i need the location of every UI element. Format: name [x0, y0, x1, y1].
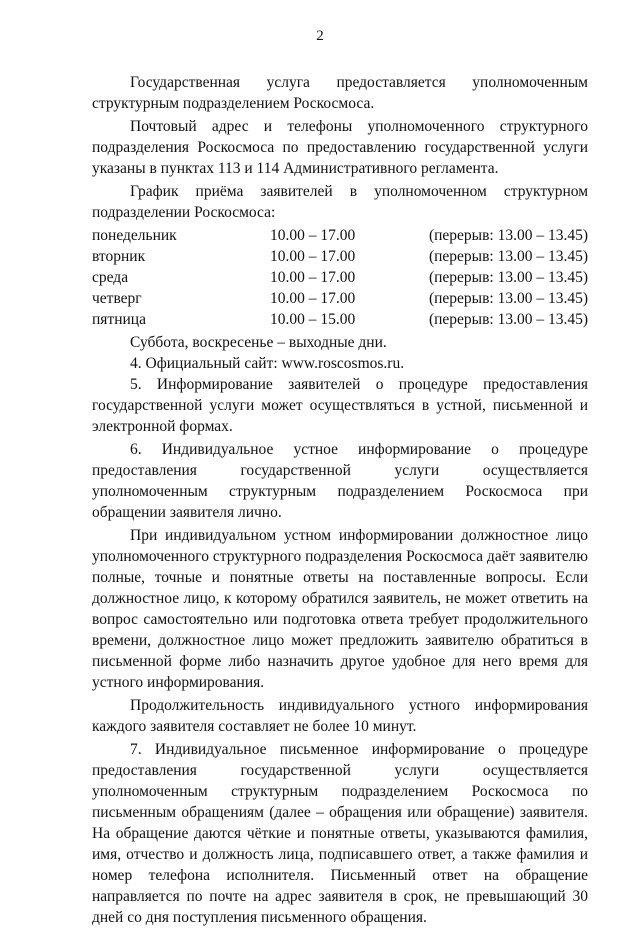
schedule-hours: 10.00 – 17.00 — [270, 227, 356, 244]
page-number: 2 — [316, 28, 324, 44]
paragraph-days-off: Суббота, воскресенье – выходные дни. — [130, 334, 387, 351]
paragraph-written-informing: 7. Индивидуальное письменное информирование о процедуре предоставления государственной услуги осуществляется уполномоченным структурным подразделением Роскосмоса по письменным обращениям (далее – обращения или обращение) заявителя. На обращение даются чёткие и понятные ответы, указываются фамилия, имя, отчество и должность лица, подписавшего ответ, а также фамилия и номер телефона исполнителя. Письменный ответ на обращение направляется по почте на адрес заявителя в срок, не превышающий 30 дней со дня поступления письменного обращения. — [92, 741, 588, 926]
schedule-hours: 10.00 – 15.00 — [270, 311, 356, 328]
schedule-day: среда — [92, 269, 129, 286]
schedule-row — [92, 246, 588, 267]
reception-schedule — [92, 225, 588, 330]
schedule-row — [92, 309, 588, 330]
schedule-hours: 10.00 – 17.00 — [270, 290, 356, 307]
paragraph-postal-address: Почтовый адрес и телефоны уполномоченного структурного подразделения Роскосмоса по предоставлению государственной услуги указаны в пунктах 113 и 114 Административного регламента. — [92, 118, 588, 177]
paragraph-informing-forms: 5. Информирование заявителей о процедуре предоставления государственной услуги может осуществляться в устной, письменной и электронной формах. — [92, 376, 588, 435]
schedule-day: вторник — [92, 248, 146, 265]
paragraph-oral-informing: 6. Индивидуальное устное информирование о процедуре предоставления государственной услуги осуществляется уполномоченным структурным подразделением Роскосмоса при обращении заявителя лично. — [92, 441, 588, 521]
paragraph-oral-details: При индивидуальном устном информировании должностное лицо уполномоченного структурного подразделения Роскосмоса даёт заявителю полные, точные и понятные ответы на поставленные вопросы. Если должностное лицо, к которому обратился заявитель, не может ответить на вопрос самостоятельно или подготовка ответа требует продолжительного времени, должностное лицо может предложить заявителю обратиться в письменной форме либо назначить другое удобное для него время для устного информирования. — [92, 527, 588, 691]
paragraph-service-provider: Государственная услуга предоставляется уполномоченным структурным подразделением Роскосмоса. — [92, 74, 588, 112]
paragraph-schedule-intro: График приёма заявителей в уполномоченном структурном подразделении Роскосмоса: — [92, 183, 588, 221]
schedule-hours: 10.00 – 17.00 — [270, 248, 356, 265]
paragraph-official-site: 4. Официальный сайт: www.roscosmos.ru. — [130, 355, 405, 372]
schedule-break: (перерыв: 13.00 – 13.45) — [428, 311, 588, 328]
schedule-day: четверг — [92, 290, 142, 307]
schedule-break: (перерыв: 13.00 – 13.45) — [428, 269, 588, 286]
paragraph-oral-duration: Продолжительность индивидуального устного информирования каждого заявителя составляет не более 10 минут. — [92, 697, 588, 735]
document-body — [92, 72, 588, 928]
schedule-break: (перерыв: 13.00 – 13.45) — [428, 227, 588, 244]
schedule-row — [92, 267, 588, 288]
schedule-row — [92, 288, 588, 309]
schedule-hours: 10.00 – 17.00 — [270, 269, 356, 286]
schedule-day: пятница — [92, 311, 146, 328]
schedule-break: (перерыв: 13.00 – 13.45) — [428, 290, 588, 307]
schedule-row — [92, 225, 588, 246]
schedule-break: (перерыв: 13.00 – 13.45) — [428, 248, 588, 265]
schedule-day: понедельник — [92, 227, 177, 244]
